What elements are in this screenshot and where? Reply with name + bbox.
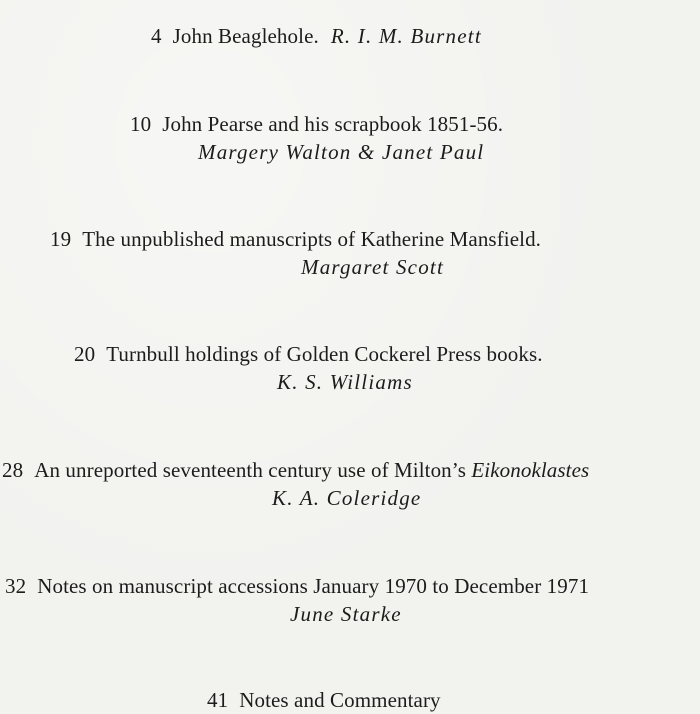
article-title-text: An unreported seventeenth century use of Milton’s: [34, 458, 466, 482]
page-number: 10: [130, 112, 152, 136]
article-author: Margaret Scott: [301, 255, 444, 279]
toc-entry-line: [5, 572, 589, 600]
page-number: 32: [5, 574, 27, 598]
article-title: Notes on manuscript accessions January 1970 to December 1971: [37, 574, 590, 598]
toc-entry-line: [2, 456, 589, 484]
article-title: Turnbull holdings of Golden Cockerel Press books.: [106, 342, 543, 366]
toc-entry-line: [151, 22, 482, 50]
page-number: 19: [50, 227, 72, 251]
article-title: John Beaglehole.: [172, 24, 319, 48]
toc-entry-line: [50, 225, 541, 253]
article-title: [34, 458, 589, 482]
article-title: Notes and Commentary: [239, 688, 441, 712]
article-author: K. S. Williams: [277, 370, 413, 394]
article-title: John Pearse and his scrapbook 1851-56.: [162, 112, 504, 136]
page-number: 20: [74, 342, 96, 366]
article-author: Margery Walton & Janet Paul: [198, 140, 485, 164]
article-title-italic: Eikonoklastes: [471, 458, 590, 482]
toc-entry-line: [130, 110, 503, 138]
article-title: The unpublished manuscripts of Katherine Mansfield.: [82, 227, 542, 251]
page-number: 28: [2, 458, 24, 482]
page-number: 41: [207, 688, 229, 712]
toc-entry-line: [74, 340, 543, 368]
article-author: K. A. Coleridge: [272, 486, 422, 510]
page-number: 4: [151, 24, 162, 48]
toc-entry-line: [207, 686, 441, 714]
article-author: R. I. M. Burnett: [330, 24, 482, 48]
article-author: June Starke: [290, 602, 402, 626]
